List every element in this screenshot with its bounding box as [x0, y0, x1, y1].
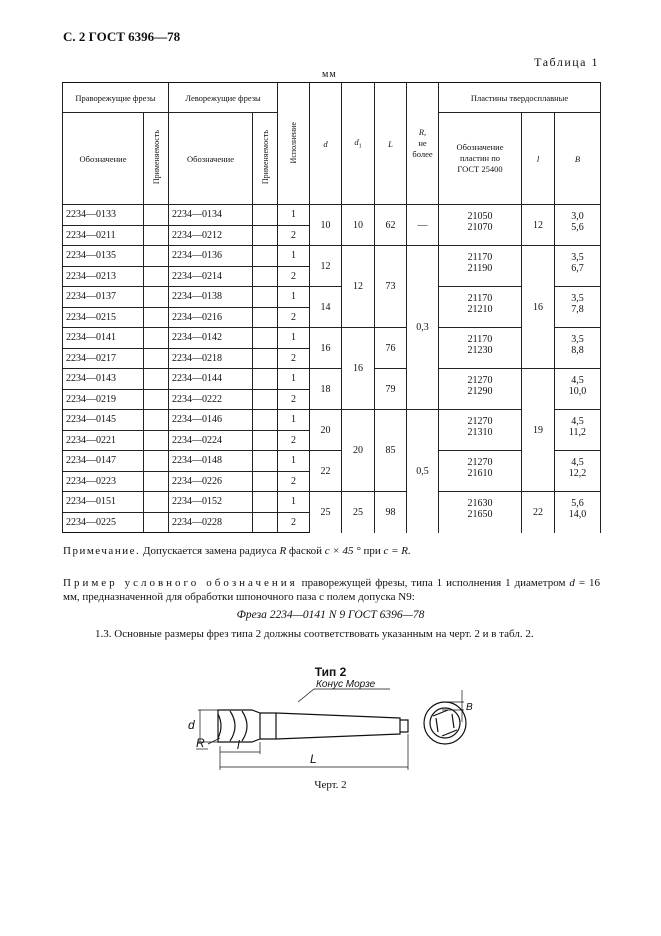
plate-designation-cell: 21170 21190 [439, 246, 522, 287]
left-cutter-code: 2234—0138 [169, 287, 253, 308]
dimensions-table [62, 82, 601, 533]
plate-designation-cell: 21170 21230 [439, 328, 522, 369]
execution-cell: 2 [278, 266, 310, 287]
right-cutter-code: 2234—0145 [63, 410, 144, 431]
d1-cell: 20 [342, 410, 375, 492]
right-cutter-code: 2234—0219 [63, 389, 144, 410]
right-cutter-code: 2234—0147 [63, 451, 144, 472]
left-cutter-code: 2234—0214 [169, 266, 253, 287]
left-cutter-code: 2234—0144 [169, 369, 253, 390]
plate-designation-cell: 21630 21650 [439, 492, 522, 533]
tang-outline [400, 720, 408, 732]
clause-1-3: 1.3. Основные размеры фрез типа 2 должны соответствовать указанным на черт. 2 и в табл. 2. [95, 628, 534, 640]
dim-d-label: d [188, 718, 195, 732]
header-left-applicability: Применяемость [253, 113, 278, 205]
left-cutter-code: 2234—0134 [169, 205, 253, 226]
B-cell: 4,5 10,0 [555, 369, 601, 410]
cone-leader-line [298, 689, 390, 702]
right-applicability-cell [144, 266, 169, 287]
right-cutter-code: 2234—0143 [63, 369, 144, 390]
B-cell: 3,0 5,6 [555, 205, 601, 246]
B-cell: 4,5 11,2 [555, 410, 601, 451]
cutter-flute [242, 711, 247, 741]
units-label: мм [322, 69, 337, 80]
header-plates: Пластины твердосплавные [439, 83, 601, 113]
cone-label: Конус Морзе [316, 680, 376, 690]
execution-cell: 1 [278, 328, 310, 349]
L-cell: 85 [375, 410, 407, 492]
left-cutter-code: 2234—0152 [169, 492, 253, 513]
right-applicability-cell [144, 430, 169, 451]
left-cutter-code: 2234—0228 [169, 512, 253, 533]
L-cell: 73 [375, 246, 407, 328]
left-cutter-code: 2234—0136 [169, 246, 253, 267]
plate-designation-cell: 21270 21310 [439, 410, 522, 451]
plate-designation-cell: 21270 21610 [439, 451, 522, 492]
execution-cell: 1 [278, 369, 310, 390]
right-cutter-code: 2234—0221 [63, 430, 144, 451]
right-cutter-code: 2234—0223 [63, 471, 144, 492]
right-cutter-code: 2234—0215 [63, 307, 144, 328]
l-cell: 16 [522, 246, 555, 369]
d1-cell: 16 [342, 328, 375, 410]
header-execution: Исполнение [278, 83, 310, 205]
right-applicability-cell [144, 246, 169, 267]
L-cell: 76 [375, 328, 407, 369]
left-applicability-cell [253, 369, 278, 390]
d1-cell: 25 [342, 492, 375, 533]
end-view-inner-circle [430, 708, 460, 738]
table-row [63, 287, 601, 308]
table-row [63, 246, 601, 267]
right-applicability-cell [144, 225, 169, 246]
left-applicability-cell [253, 328, 278, 349]
d-cell: 10 [310, 205, 342, 246]
header-left-cutters: Леворежущие фрезы [169, 83, 278, 113]
plate-designation-cell: 21170 21210 [439, 287, 522, 328]
header-left-designation: Обозначение [169, 113, 253, 205]
execution-cell: 2 [278, 348, 310, 369]
right-cutter-code: 2234—0133 [63, 205, 144, 226]
left-cutter-code: 2234—0142 [169, 328, 253, 349]
right-applicability-cell [144, 512, 169, 533]
right-applicability-cell [144, 389, 169, 410]
B-cell: 4,5 12,2 [555, 451, 601, 492]
right-applicability-cell [144, 471, 169, 492]
cutter-drawing [180, 680, 480, 775]
execution-cell: 1 [278, 287, 310, 308]
l-cell: 19 [522, 369, 555, 492]
right-applicability-cell [144, 348, 169, 369]
end-view-teeth [433, 710, 457, 736]
right-cutter-code: 2234—0217 [63, 348, 144, 369]
R-cell: 0,5 [407, 410, 439, 533]
table-row [63, 328, 601, 349]
right-applicability-cell [144, 205, 169, 226]
execution-cell: 2 [278, 225, 310, 246]
right-applicability-cell [144, 307, 169, 328]
right-cutter-code: 2234—0151 [63, 492, 144, 513]
left-applicability-cell [253, 430, 278, 451]
header-plate-designation: Обозначение пластин по ГОСТ 25400 [439, 113, 522, 205]
header-right-designation: Обозначение [63, 113, 144, 205]
execution-cell: 1 [278, 451, 310, 472]
left-applicability-cell [253, 205, 278, 226]
table-row [63, 492, 601, 513]
header-R: R, не более [407, 83, 439, 205]
table-caption: Таблица 1 [534, 55, 599, 69]
execution-cell: 2 [278, 430, 310, 451]
plate-designation-cell: 21050 21070 [439, 205, 522, 246]
header-right-cutters: Праворежущие фрезы [63, 83, 169, 113]
B-cell: 3,5 6,7 [555, 246, 601, 287]
morse-taper-outline [260, 713, 400, 739]
dim-B-label: B [466, 702, 473, 713]
l-cell: 12 [522, 205, 555, 246]
execution-cell: 1 [278, 205, 310, 226]
L-cell: 98 [375, 492, 407, 533]
R-cell: — [407, 205, 439, 246]
execution-cell: 2 [278, 512, 310, 533]
d-cell: 25 [310, 492, 342, 533]
d-cell: 22 [310, 451, 342, 492]
drawing-caption: Черт. 2 [314, 779, 347, 791]
table-row [63, 410, 601, 431]
right-applicability-cell [144, 369, 169, 390]
cutter-flute [230, 711, 235, 741]
left-applicability-cell [253, 451, 278, 472]
d-cell: 16 [310, 328, 342, 369]
d-cell: 20 [310, 410, 342, 451]
table-note: Примечание. Допускается замена радиуса R фаской c × 45 ° при c = R. [63, 545, 411, 557]
left-applicability-cell [253, 492, 278, 513]
execution-cell: 1 [278, 492, 310, 513]
page-header: С. 2 ГОСТ 6396—78 [63, 29, 181, 44]
execution-cell: 1 [278, 246, 310, 267]
execution-cell: 2 [278, 307, 310, 328]
left-cutter-code: 2234—0226 [169, 471, 253, 492]
d1-cell: 10 [342, 205, 375, 246]
left-applicability-cell [253, 307, 278, 328]
right-cutter-code: 2234—0135 [63, 246, 144, 267]
B-cell: 3,5 7,8 [555, 287, 601, 328]
designation-example: Пример условного обозначения праворежущей фрезы, типа 1 исполнения 1 диаметром d = 16 мм, предназначенной для обработки шпоночного паза с полем допуска N9: [63, 577, 600, 603]
l-cell: 22 [522, 492, 555, 533]
right-applicability-cell [144, 492, 169, 513]
L-cell: 62 [375, 205, 407, 246]
left-applicability-cell [253, 348, 278, 369]
left-cutter-code: 2234—0216 [169, 307, 253, 328]
execution-cell: 2 [278, 471, 310, 492]
header-L: L [375, 83, 407, 205]
type-2-title: Тип 2 [314, 665, 347, 679]
L-cell: 79 [375, 369, 407, 410]
plate-designation-cell: 21270 21290 [439, 369, 522, 410]
right-cutter-code: 2234—0213 [63, 266, 144, 287]
right-applicability-cell [144, 287, 169, 308]
dim-R-label: R [196, 736, 205, 750]
d1-cell: 12 [342, 246, 375, 328]
table-row [63, 369, 601, 390]
header-l: l [522, 113, 555, 205]
right-applicability-cell [144, 410, 169, 431]
R-cell: 0,3 [407, 246, 439, 410]
left-applicability-cell [253, 225, 278, 246]
left-applicability-cell [253, 389, 278, 410]
B-cell: 5,6 14,0 [555, 492, 601, 533]
example-designation: Фреза 2234—0141 N 9 ГОСТ 6396—78 [236, 609, 425, 621]
d-cell: 12 [310, 246, 342, 287]
header-d1: $d_1$ [342, 83, 375, 205]
header-d: d [310, 83, 342, 205]
d-cell: 18 [310, 369, 342, 410]
left-cutter-code: 2234—0224 [169, 430, 253, 451]
right-cutter-code: 2234—0137 [63, 287, 144, 308]
B-cell: 3,5 8,8 [555, 328, 601, 369]
table-row [63, 451, 601, 472]
header-B: B [555, 113, 601, 205]
right-applicability-cell [144, 328, 169, 349]
right-cutter-code: 2234—0211 [63, 225, 144, 246]
left-cutter-code: 2234—0222 [169, 389, 253, 410]
left-cutter-code: 2234—0148 [169, 451, 253, 472]
header-right-applicability: Применяемость [144, 113, 169, 205]
left-cutter-code: 2234—0212 [169, 225, 253, 246]
left-cutter-code: 2234—0146 [169, 410, 253, 431]
left-applicability-cell [253, 471, 278, 492]
dim-l-label: l [237, 738, 240, 752]
left-cutter-code: 2234—0218 [169, 348, 253, 369]
left-applicability-cell [253, 246, 278, 267]
execution-cell: 1 [278, 410, 310, 431]
left-applicability-cell [253, 287, 278, 308]
d-cell: 14 [310, 287, 342, 328]
left-applicability-cell [253, 266, 278, 287]
execution-cell: 2 [278, 389, 310, 410]
left-applicability-cell [253, 512, 278, 533]
right-cutter-code: 2234—0225 [63, 512, 144, 533]
right-applicability-cell [144, 451, 169, 472]
table-row [63, 205, 601, 226]
right-cutter-code: 2234—0141 [63, 328, 144, 349]
dim-L-label: L [310, 752, 317, 766]
left-applicability-cell [253, 410, 278, 431]
